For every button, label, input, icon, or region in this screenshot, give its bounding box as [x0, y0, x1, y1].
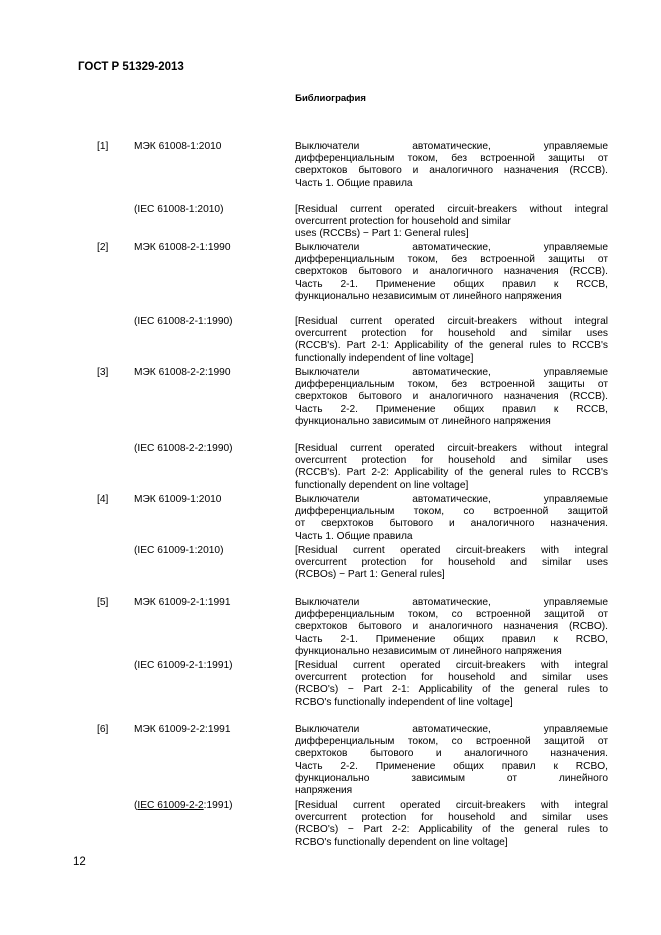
description-line: сверхтоков бытового и аналогичного назначения. [295, 748, 608, 760]
entry-description [295, 494, 608, 543]
description-line: [Residual current operated circuit-breakers without integral [295, 443, 608, 454]
description-line: функционально независимым от линейного напряжения [295, 645, 562, 657]
description-line: функционально зависимым от линейного напряжения [295, 415, 551, 427]
entry-number: [4] [97, 494, 109, 505]
entry-number: [2] [97, 242, 109, 253]
standard-link[interactable]: IEC 61009-2-2 [137, 800, 204, 811]
description-line: RCBO's functionally dependent on line voltage] [295, 836, 508, 848]
entry-number: [3] [97, 367, 109, 378]
description-line: (RCBO's) − Part 2-1: Applicability of the general rules to [295, 684, 608, 696]
description-line: Часть 2-1. Применение общих правил к RCCB, [295, 278, 608, 290]
standard-code: МЭК 61009-1:2010 [134, 494, 222, 505]
entry-description [295, 597, 608, 658]
description-line: напряжения [295, 784, 353, 796]
description-line: дифференциальным током, со встроенной защитой от [295, 609, 608, 621]
description-line: функционально независимым от линейного напряжения [295, 290, 562, 302]
description-line: функционально зависимым от линейного [295, 772, 608, 784]
description-line: [Residual current operated circuit-breakers without integral [295, 204, 608, 215]
standard-code-suffix: :1991) [203, 800, 233, 811]
description-line: Часть 2-2. Применение общих правил к RCCB, [295, 403, 608, 415]
entry-number: [1] [97, 141, 109, 152]
standard-code: МЭК 61008-2-2:1990 [134, 367, 231, 378]
standard-code: (IEC 61008-2-1:1990) [134, 316, 233, 327]
entry-description [295, 242, 608, 303]
description-line: (RCCB's). Part 2-2: Applicability of the general rules to RCCB's [295, 467, 608, 479]
description-line: Часть 1. Общие правила [295, 530, 413, 542]
page-number: 12 [73, 856, 86, 868]
description-line: overcurrent protection for household and similar uses [295, 812, 608, 824]
standard-code-prefix: ( [134, 800, 138, 811]
description-line: Выключатели автоматические, управляемые [295, 367, 608, 378]
description-line: дифференциальным током, без встроенной защиты от [295, 254, 608, 266]
description-line: [Residual current operated circuit-breakers without integral [295, 316, 608, 327]
description-line: (RCBO's) − Part 2-2: Applicability of the general rules to [295, 824, 608, 836]
description-line: дифференциальным током, без встроенной защиты от [295, 153, 608, 165]
description-line: overcurrent protection for household and similar [295, 216, 511, 228]
description-line: RCBO's functionally independent of line voltage] [295, 696, 513, 708]
description-line: (RCBOs) − Part 1: General rules] [295, 569, 445, 581]
description-line: [Residual current operated circuit-breakers with integral [295, 660, 608, 671]
description-line: дифференциальным током, без встроенной защиты от [295, 379, 608, 391]
entry-description [295, 141, 608, 190]
description-line: сверхтоков бытового и аналогичного назначения (RCBO). [295, 621, 608, 633]
description-line: Часть 1. Общие правила [295, 177, 413, 189]
description-line: overcurrent protection for household and similar uses [295, 557, 608, 569]
description-line: overcurrent protection for household and similar uses [295, 455, 608, 467]
description-line: Часть 2-2. Применение общих правил к RCBO, [295, 760, 608, 772]
entry-description [295, 800, 608, 849]
bibliography-title: Библиография [295, 93, 366, 104]
description-line: Выключатели автоматические, управляемые [295, 141, 608, 152]
description-line: сверхтоков бытового и аналогичного назначения (RCCB). [295, 266, 608, 278]
entry-description [295, 204, 608, 241]
description-line: дифференциальным током, со встроенной защитой [295, 506, 608, 518]
standard-code: МЭК 61008-2-1:1990 [134, 242, 231, 253]
description-line: от сверхтоков бытового и аналогичного назначения. [295, 518, 608, 530]
standard-code: (IEC 61009-1:2010) [134, 545, 224, 556]
standard-code: МЭК 61009-2-1:1991 [134, 597, 231, 608]
description-line: [Residual current operated circuit-breakers with integral [295, 800, 608, 811]
description-line: uses (RCCBs) − Part 1: General rules] [295, 228, 469, 240]
standard-code: (IEC 61008-1:2010) [134, 204, 224, 215]
standard-code: (IEC 61008-2-2:1990) [134, 443, 233, 454]
entry-description [295, 316, 608, 365]
entry-description [295, 660, 608, 709]
description-line: overcurrent protection for household and similar uses [295, 672, 608, 684]
entry-description [295, 545, 608, 582]
description-line: дифференциальным током, со встроенной защитой от [295, 736, 608, 748]
description-line: Часть 2-1. Применение общих правил к RCBO, [295, 633, 608, 645]
description-line: Выключатели автоматические, управляемые [295, 597, 608, 608]
description-line: functionally independent of line voltage] [295, 352, 474, 364]
description-line: Выключатели автоматические, управляемые [295, 242, 608, 253]
standard-code [134, 800, 233, 812]
entry-number: [5] [97, 597, 109, 608]
document-code: ГОСТ Р 51329-2013 [78, 61, 184, 73]
standard-code: (IEC 61009-2-1:1991) [134, 660, 233, 671]
description-line: functionally dependent on line voltage] [295, 479, 469, 491]
description-line: сверхтоков бытового и аналогичного назначения (RCCB). [295, 391, 608, 403]
standard-code: МЭК 61009-2-2:1991 [134, 724, 231, 735]
entry-description [295, 724, 608, 797]
description-line: Выключатели автоматические, управляемые [295, 494, 608, 505]
entry-description [295, 443, 608, 492]
description-line: Выключатели автоматические, управляемые [295, 724, 608, 735]
description-line: [Residual current operated circuit-breakers with integral [295, 545, 608, 556]
entry-number: [6] [97, 724, 109, 735]
description-line: сверхтоков бытового и аналогичного назначения (RCCB). [295, 165, 608, 177]
standard-code: МЭК 61008-1:2010 [134, 141, 222, 152]
description-line: overcurrent protection for household and similar uses [295, 328, 608, 340]
entry-description [295, 367, 608, 428]
description-line: (RCCB's). Part 2-1: Applicability of the general rules to RCCB's [295, 340, 608, 352]
